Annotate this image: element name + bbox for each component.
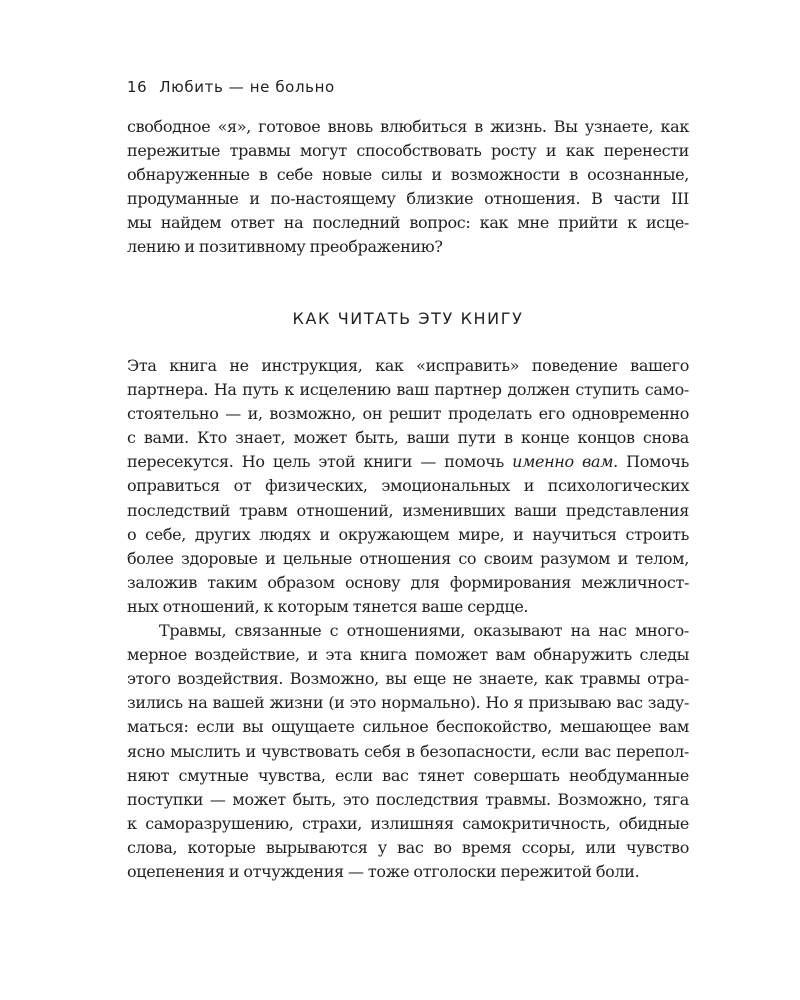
text-line: с вами. Кто знает, может быть, ваши пути в конце концов снова — [127, 428, 689, 448]
text-line: ясно мыслить и чувствовать себя в безопасности, если вас перепол- — [127, 741, 689, 761]
text-line: Эта книга не инструкция, как «исправить» поведение вашего — [127, 356, 689, 375]
text-line: этого воздействия. Возможно, вы еще не знаете, как травмы отра- — [127, 669, 689, 689]
text-line: обнаруженные в себе новые силы и возможности в осознанные, — [127, 165, 689, 185]
text-line: последствий травм отношений, изменивших ваши представления — [127, 500, 689, 520]
section-heading: КАК ЧИТАТЬ ЭТУ КНИГУ — [292, 309, 524, 328]
text-line: поступки — может быть, это последствия травмы. Возможно, тяга — [127, 789, 689, 809]
text-line: мы найдем ответ на последний вопрос: как мне прийти к исце- — [127, 213, 689, 233]
text-line: оправиться от физических, эмоциональных и психологических — [127, 476, 689, 496]
text-line: более здоровые и цельные отношения со своим разумом и телом, — [127, 548, 689, 568]
text-line: о себе, других людях и окружающем мире, и научиться строить — [127, 524, 689, 544]
running-head — [127, 78, 335, 96]
text-line: Травмы, связанные с отношениями, оказывают на нас много- — [159, 621, 689, 641]
running-head-title: Любить — не больно — [159, 78, 335, 96]
text-line: няют смутные чувства, если вас тянет совершать необдуманные — [127, 765, 689, 785]
text-segment: . Помочь — [613, 452, 689, 472]
text-line: оцепенения и отчуждения — тоже отголоски пережитой боли. — [127, 861, 640, 881]
text-line: к саморазрушению, страхи, излишняя самокритичность, обидные — [127, 813, 689, 833]
opening-paragraph — [127, 115, 689, 260]
text-line: ных отношений, к которым тянется ваше сердце. — [127, 596, 529, 616]
text-segment: пересекутся. Но цель этой книги — помочь — [127, 452, 513, 472]
text-line: слова, которые вырываются у вас во время ссоры, или чувство — [127, 837, 689, 857]
text-line: маться: если вы ощущаете сильное беспокойство, мешающее вам — [127, 717, 689, 737]
text-line: продуманные и по-настоящему близкие отношения. В части III — [127, 189, 689, 209]
text-line: стоятельно — и, возможно, он решит проделать его одновременно — [127, 404, 689, 424]
page-number: 16 — [127, 78, 148, 96]
text-line: заложив таким образом основу для формирования межличност- — [127, 572, 689, 592]
text-line: партнера. На путь к исцелению ваш партнер должен ступить само- — [127, 380, 689, 400]
text-line: пережитые травмы могут способствовать росту и как перенести — [127, 141, 689, 161]
body-text — [127, 354, 689, 884]
text-line: зились на вашей жизни (и это нормально). Но я призываю вас заду- — [127, 693, 689, 713]
text-line: лению и позитивному преображению? — [127, 237, 443, 257]
emphasis-text: именно вам — [512, 452, 614, 472]
text-line: мерное воздействие, и эта книга поможет вам обнаружить следы — [127, 645, 689, 665]
text-line-with-emphasis — [127, 450, 689, 474]
text-line: свободное «я», готовое вновь влюбиться в жизнь. Вы узнаете, как — [127, 117, 689, 136]
